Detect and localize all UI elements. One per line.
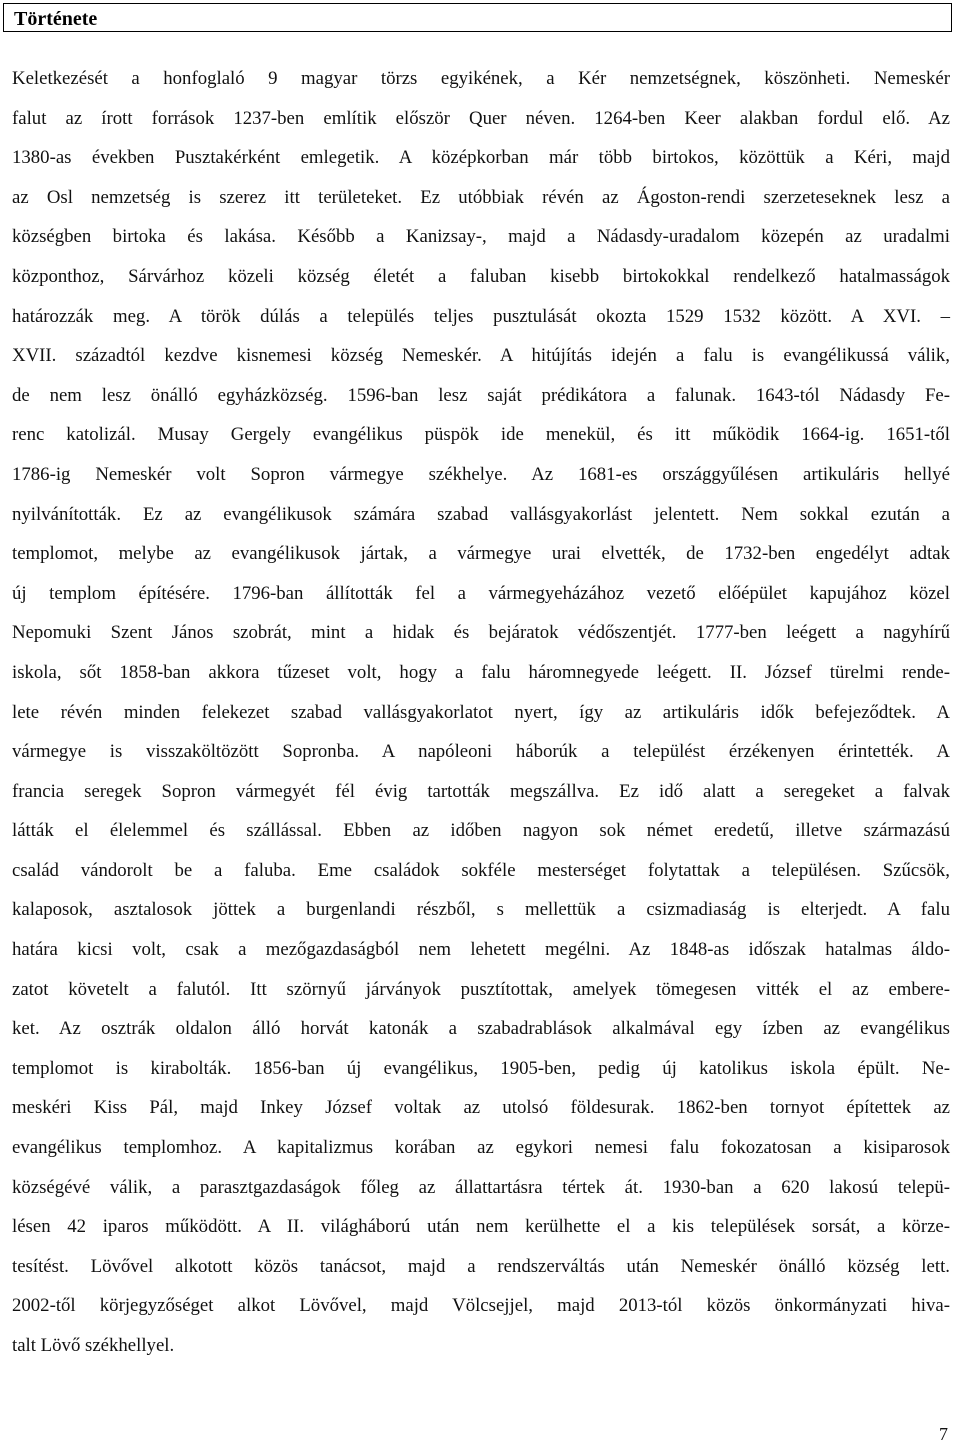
- text-line: meskéri Kiss Pál, majd Inkey József voltak az utolsó földesurak. 1862-ben tornyot építettek az: [12, 1097, 950, 1119]
- text-line: határozzák meg. A török dúlás a település teljes pusztulását okozta 1529 1532 között. A XVI. –: [12, 305, 950, 327]
- text-line: XVII. századtól kezdve kisnemesi község Nemeskér. A hitújítás idején a falu is evangélikussá válik,: [12, 345, 950, 367]
- text-line: kalaposok, asztalosok jöttek a burgenlandi részből, s mellettük a csizmadiaság is elterjedt. A falu: [12, 899, 950, 921]
- text-line: renc katolizál. Musay Gergely evangélikus püspök ide menekül, és itt működik 1664-ig. 1651-től: [12, 424, 950, 446]
- text-line: Keletkezését a honfoglaló 9 magyar törzs egyikének, a Kér nemzetségnek, köszönheti. Nemeskér: [12, 68, 950, 89]
- text-line: községben birtoka és lakása. Később a Kanizsay-, majd a Nádasdy-uradalom közepén az uradalmi: [12, 226, 950, 248]
- text-line: zatot követelt a falutól. Itt szörnyű járványok pusztítottak, amelyek tömegesen vitték el az embere-: [12, 978, 950, 1000]
- text-line: evangélikus templomhoz. A kapitalizmus korában az egykori nemesi falu fokozatosan a kisiparosok: [12, 1137, 950, 1159]
- text-line: lete révén minden felekezet szabad vallásgyakorlatot nyert, így az artikuláris idők befejeződtek. A: [12, 701, 950, 723]
- text-line: ket. Az osztrák oldalon álló horvát katonák a szabadrablások alkalmával egy ízben az evangélikus: [12, 1018, 950, 1040]
- text-line: határa kicsi volt, csak a mezőgazdaságból nem lehetett megélni. Az 1848-as időszak hatalmas áldo-: [12, 939, 950, 961]
- text-line: új templom építésére. 1796-ban állították fel a vármegyeházához vezető előépület kapujához közel: [12, 582, 950, 604]
- text-line: francia seregek Sopron vármegyét fél évig tartották megszállva. Ez idő alatt a seregeket a falvak: [12, 780, 950, 802]
- text-line: 1786-ig Nemeskér volt Sopron vármegye székhelye. Az 1681-es országgyűlésen artikuláris hellyé: [12, 463, 950, 485]
- text-line: látták el élelemmel és szállással. Ebben az időben nagyon sok német eredetű, illetve származású: [12, 820, 950, 842]
- page-number: 7: [939, 1424, 948, 1444]
- text-line: iskola, sőt 1858-ban akkora tűzeset volt, hogy a falu háromnegyede leégett. II. József türelmi rende-: [12, 661, 950, 683]
- section-heading-box: [3, 3, 952, 32]
- text-line: de nem lesz önálló egyházközség. 1596-ban lesz saját prédikátora a falunak. 1643-tól Nádasdy Fe-: [12, 384, 950, 406]
- text-line: 2002-től körjegyzőséget alkot Lövővel, majd Völcsejjel, majd 2013-tól közös önkormányzati hiva-: [12, 1295, 950, 1317]
- text-line: Nepomuki Szent János szobrát, mint a hidak és bejáratok védőszentjét. 1777-ben leégett a nagyhírű: [12, 622, 950, 644]
- text-line: templomot is kirabolták. 1856-ban új evangélikus, 1905-ben, pedig új katolikus iskola épült. Ne-: [12, 1057, 950, 1079]
- text-line: 1380-as években Pusztakérként emlegetik. A középkorban már több birtokos, közöttük a Kéri, majd: [12, 147, 950, 169]
- text-line: falut az írott források 1237-ben említik először Quer néven. 1264-ben Keer alakban fordul elő. Az: [12, 107, 950, 129]
- text-line: tesítést. Lövővel alkotott közös tanácsot, majd a rendszerváltás után Nemeskér önálló község lett.: [12, 1255, 950, 1277]
- section-heading: Története: [14, 8, 98, 30]
- text-line: templomot, melybe az evangélikusok jártak, a vármegye urai elvették, de 1732-ben engedélyt adtak: [12, 543, 950, 565]
- text-line: vármegye is visszaköltözött Sopronba. A napóleoni háborúk a települést érzékenyen érintették. A: [12, 741, 950, 763]
- body-paragraph: [12, 59, 950, 1366]
- text-line: az Osl nemzetség is szerez itt területeket. Ez utóbbiak révén az Ágoston-rendi szerzeteseknek lesz a: [12, 186, 950, 208]
- text-line: központhoz, Sárvárhoz közeli község életét a faluban kisebb birtokokkal rendelkező hatalmasságok: [12, 265, 950, 287]
- text-line: községévé válik, a parasztgazdaságok főleg az állattartásra tértek át. 1930-ban a 620 lakosú telepü-: [12, 1176, 950, 1198]
- text-line: lésen 42 iparos működött. A II. világháború után nem kerülhette el a kis települések sorsát, a körze-: [12, 1216, 950, 1238]
- text-line: talt Lövő székhellyel.: [12, 1335, 175, 1356]
- text-line: család vándorolt be a faluba. Eme családok sokféle mesterséget folytattak a településen. Szűcsök,: [12, 859, 950, 881]
- text-line: nyilvánították. Ez az evangélikusok számára szabad vallásgyakorlást jelentett. Nem sokkal ezután a: [12, 503, 950, 525]
